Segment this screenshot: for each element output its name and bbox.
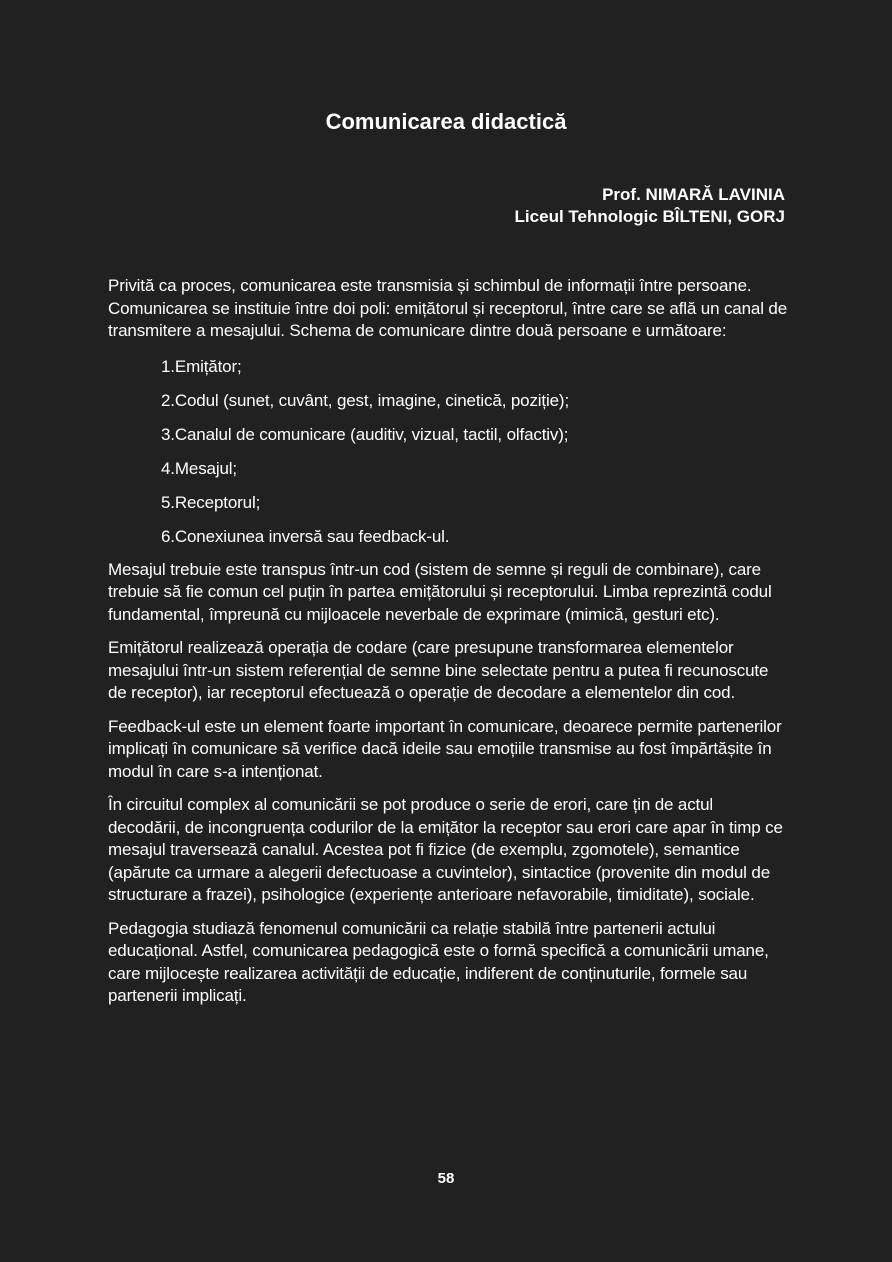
paragraph-message-code: Mesajul trebuie este transpus într-un cod (sistem de semne și reguli de combinare), care trebuie să fie comun cel puțin în partea emițătorului și receptorului. Limba reprezintă codul fundamental, împreună cu mijloacele neverbale de exprimare (mimică, gesturi etc). xyxy=(108,559,772,624)
list-item: 5.Receptorul; xyxy=(161,492,261,512)
list-item: 1.Emițător; xyxy=(161,356,242,376)
author-name: Prof. NIMARĂ LAVINIA xyxy=(602,185,785,204)
list-item: 2.Codul (sunet, cuvânt, gest, imagine, cinetică, poziție); xyxy=(161,390,570,410)
document-title: Comunicarea didactică xyxy=(325,109,567,134)
paragraph-feedback: Feedback-ul este un element foarte important în comunicare, deoarece permite partenerilor implicați în comunicare să verifice dacă ideile sau emoțiile transmise au fost împărtășite în modul în care s-a intenționat. xyxy=(108,716,782,781)
author-block xyxy=(515,184,785,228)
paragraph-errors: În circuitul complex al comunicării se pot produce o serie de erori, care țin de actul decodării, de incongruența codurilor de la emițător la receptor sau erori care apar în timp ce mesajul traversează canalul. Acestea pot fi fizice (de exemplu, zgomotele), semantice (apărute ca urmare a alegerii defectuoase a cuvintelor), sintactice (provenite din modul de structurare a frazei), psihologice (experiențe anterioare nefavorabile, timiditate), sociale. xyxy=(108,795,783,904)
list-item: 3.Canalul de comunicare (auditiv, vizual, tactil, olfactiv); xyxy=(161,424,569,444)
author-institution: Liceul Tehnologic BÎLTENI, GORJ xyxy=(514,207,785,226)
page-number: 58 xyxy=(437,1170,455,1187)
document-body xyxy=(108,275,788,1019)
paragraph-pedagogy: Pedagogia studiază fenomenul comunicării ca relație stabilă între partenerii actului educațional. Astfel, comunicarea pedagogică este o formă specifică a comunicării umane, care mijlocește realizarea activității de educație, indiferent de conținuturile, formele sau partenerii implicați. xyxy=(108,918,769,1005)
paragraph-intro: Privită ca proces, comunicarea este transmisia și schimbul de informații între persoane. Comunicarea se instituie între doi poli: emițătorul și receptorul, între care se află un canal de transmitere a mesajului. Schema de comunicare dintre două persoane e următoare: xyxy=(108,276,788,340)
list-item: 6.Conexiunea inversă sau feedback-ul. xyxy=(161,526,450,546)
paragraph-encoding: Emițătorul realizează operația de codare (care presupune transformarea elementelor mesajului într-un sistem referențial de semne bine selectate pentru a putea fi recunoscute de receptor), iar receptorul efectuează o operație de decodare a elementelor din cod. xyxy=(108,638,769,702)
communication-schema-list xyxy=(108,354,788,548)
list-item: 4.Mesajul; xyxy=(161,458,237,478)
